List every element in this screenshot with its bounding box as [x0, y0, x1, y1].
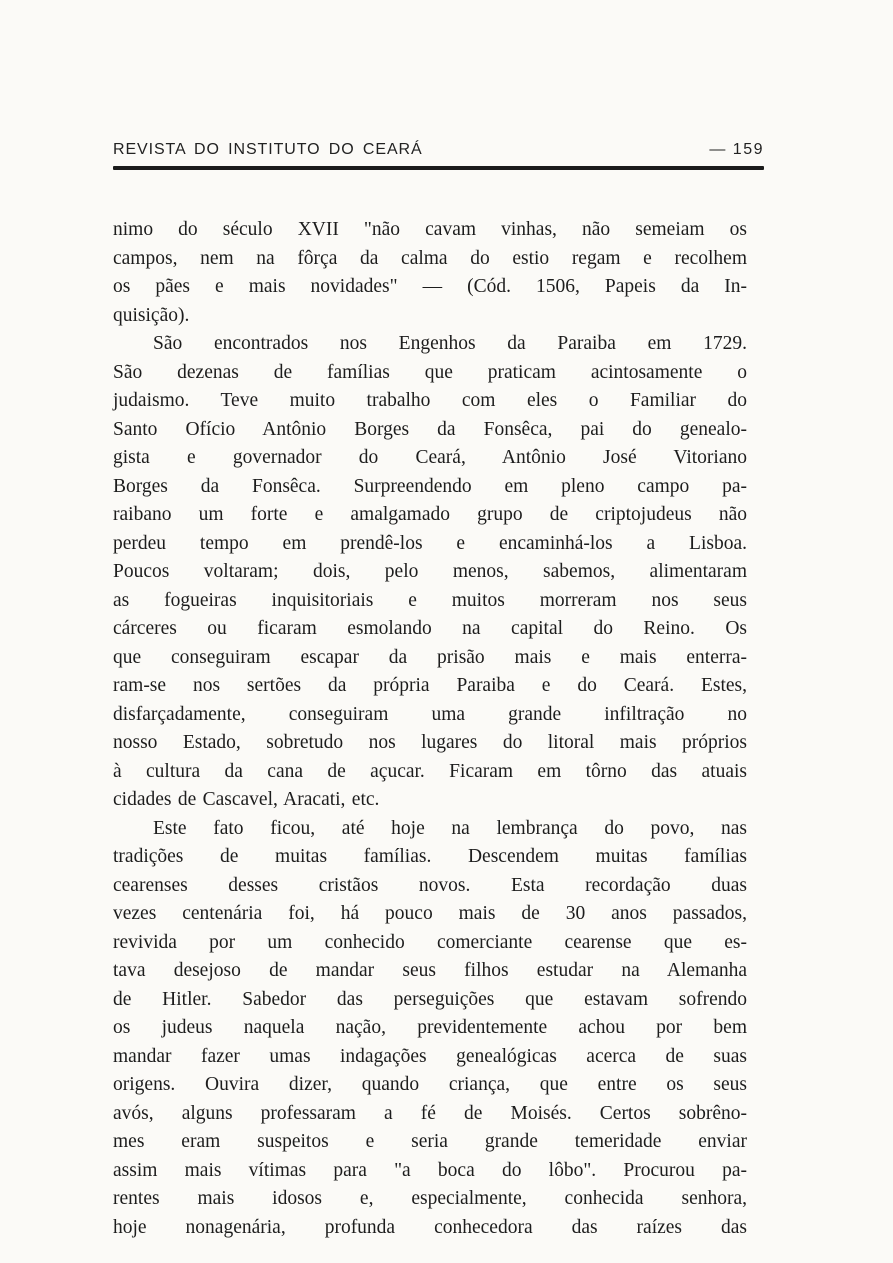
journal-title: REVISTA DO INSTITUTO DO CEARÁ	[113, 141, 423, 158]
text-line: assim mais vítimas para "a boca do lôbo". Procurou pa-	[113, 1159, 747, 1181]
paragraph	[113, 216, 747, 330]
text-line: São encontrados nos Engenhos da Paraiba em 1729.	[153, 333, 747, 354]
page-body	[113, 216, 747, 1242]
text-line: revivida por um conhecido comerciante cearense que es-	[113, 931, 747, 953]
text-line: gista e governador do Ceará, Antônio José Vitoriano	[113, 447, 747, 468]
text-line: de Hitler. Sabedor das perseguições que estavam sofrendo	[113, 988, 747, 1010]
paragraph	[113, 815, 747, 1243]
text-line: mandar fazer umas indagações genealógicas acerca de suas	[113, 1045, 747, 1067]
page-header	[113, 141, 764, 159]
text-line: hoje nonagenária, profunda conhecedora das raízes das	[113, 1216, 747, 1238]
text-line: Este fato ficou, até hoje na lembrança do povo, nas	[153, 817, 747, 839]
text-line: vezes centenária foi, há pouco mais de 30 anos passados,	[113, 903, 747, 924]
text-line: campos, nem na fôrça da calma do estio regam e recolhem	[113, 247, 747, 269]
text-line: São dezenas de famílias que praticam acintosamente o	[113, 361, 747, 383]
text-line: mes eram suspeitos e seria grande temeridade enviar	[113, 1131, 747, 1152]
text-line: nosso Estado, sobretudo nos lugares do litoral mais próprios	[113, 732, 747, 753]
text-line: Borges da Fonsêca. Surpreendendo em pleno campo pa-	[113, 475, 747, 497]
text-line: avós, alguns professaram a fé de Moisés. Certos sobrêno-	[113, 1102, 747, 1124]
text-line: perdeu tempo em prendê-los e encaminhá-los a Lisboa.	[113, 532, 747, 554]
text-line: tava desejoso de mandar seus filhos estudar na Alemanha	[113, 960, 747, 981]
text-line: tradições de muitas famílias. Descendem muitas famílias	[113, 846, 747, 867]
text-line: Poucos voltaram; dois, pelo menos, sabemos, alimentaram	[113, 561, 747, 582]
text-line: à cultura da cana de açucar. Ficaram em tôrno das atuais	[113, 760, 747, 782]
text-line: quisição).	[113, 304, 190, 326]
text-line: nimo do século XVII "não cavam vinhas, não semeiam os	[113, 219, 747, 240]
text-line: disfarçadamente, conseguiram uma grande infiltração no	[113, 703, 747, 725]
page-number: — 159	[709, 141, 764, 158]
text-line: cidades de Cascavel, Aracati, etc.	[113, 789, 380, 810]
text-line: que conseguiram escapar da prisão mais e mais enterra-	[113, 646, 747, 668]
text-line: cearenses desses cristãos novos. Esta recordação duas	[113, 874, 747, 896]
text-line: cárceres ou ficaram esmolando na capital do Reino. Os	[113, 618, 747, 639]
text-line: origens. Ouvira dizer, quando criança, que entre os seus	[113, 1074, 747, 1095]
text-line: as fogueiras inquisitoriais e muitos morreram nos seus	[113, 589, 747, 611]
text-line: raibano um forte e amalgamado grupo de criptojudeus não	[113, 504, 747, 525]
text-line: os judeus naquela nação, previdentemente achou por bem	[113, 1017, 747, 1038]
text-line: os pães e mais novidades" — (Cód. 1506, Papeis da In-	[113, 276, 747, 297]
header-rule	[113, 166, 764, 170]
paragraph	[113, 330, 747, 815]
text-line: rentes mais idosos e, especialmente, conhecida senhora,	[113, 1188, 747, 1209]
text-line: judaismo. Teve muito trabalho com eles o Familiar do	[113, 390, 747, 411]
text-line: Santo Ofício Antônio Borges da Fonsêca, pai do genealo-	[113, 418, 747, 440]
text-line: ram-se nos sertões da própria Paraiba e do Ceará. Estes,	[113, 675, 747, 696]
